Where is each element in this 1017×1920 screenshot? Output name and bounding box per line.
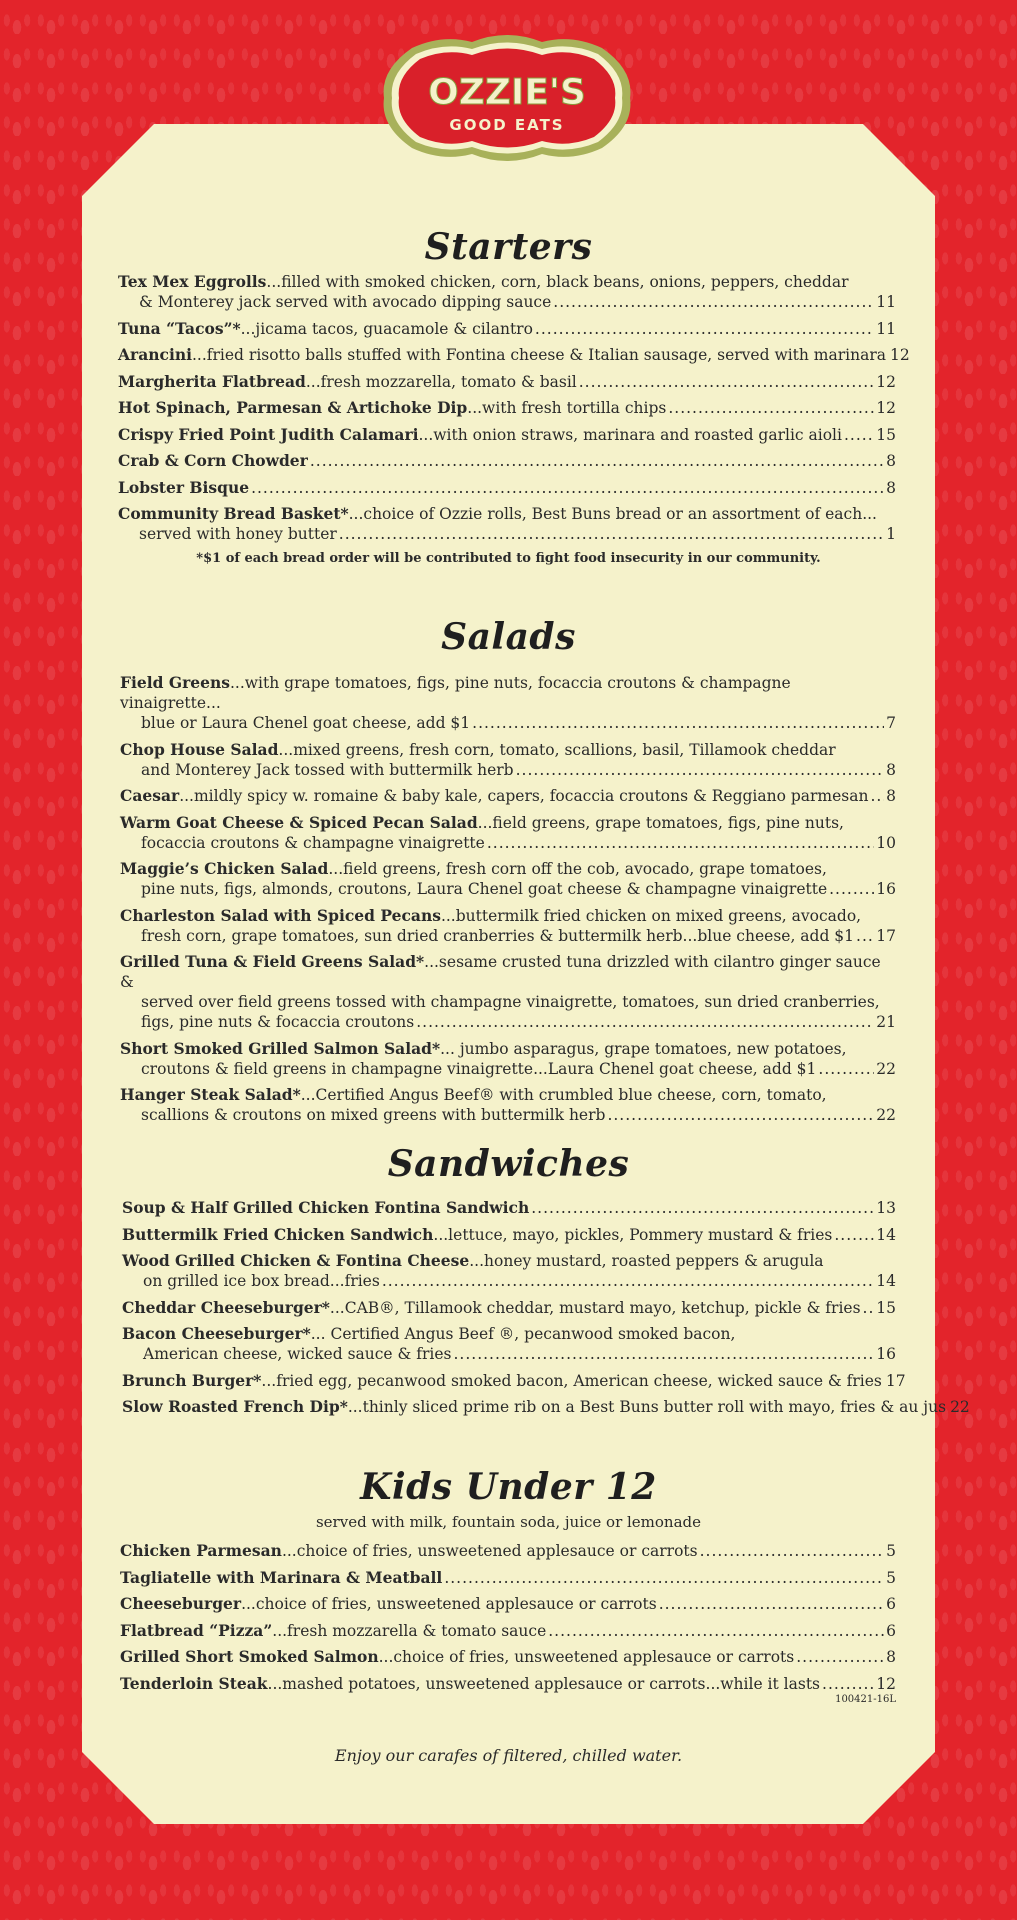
menu-item [120, 673, 896, 733]
menu-item-text [143, 1271, 380, 1291]
dot-leader [531, 1198, 874, 1218]
menu-item-name: Lobster Bisque [118, 477, 250, 497]
menu-item-first-line [118, 504, 896, 524]
menu-item-name: Hot Spinach, Parmesan & Artichoke Dip [118, 398, 468, 417]
menu-item-text [141, 926, 854, 946]
menu-item-name: Hanger Steak Salad* [120, 1085, 301, 1104]
logo-name: OZZIE'S [428, 72, 586, 113]
menu-item-price: 16 [876, 1345, 896, 1363]
kids-list [0, 1513, 1017, 1705]
menu-item-price: 10 [876, 833, 896, 852]
menu-item [120, 1647, 896, 1667]
menu-item-desc: scallions & croutons on mixed greens with buttermilk herb [141, 1106, 606, 1124]
menu-item-price: 15 [876, 1298, 896, 1317]
menu-item-first-line [120, 740, 896, 760]
menu-item-text [120, 1594, 657, 1614]
menu-item-price: 6 [886, 1595, 896, 1613]
menu-item-text [118, 451, 308, 471]
dot-leader [487, 833, 874, 853]
menu-item [122, 1298, 896, 1318]
kids-title: Kids Under 12 [360, 1466, 657, 1508]
menu-item-text [120, 1621, 546, 1641]
menu-item-desc-line: ... Certified Angus Beef ®, pecanwood smoked bacon, [310, 1325, 736, 1343]
menu-item-name: Tuna “Tacos”* [118, 318, 241, 338]
menu-item-text [122, 1371, 882, 1391]
menu-item [120, 740, 896, 780]
menu-item [120, 1085, 896, 1125]
menu-item-price: 14 [876, 1225, 896, 1244]
menu-item-desc: & Monterey jack served with avocado dipping sauce [139, 293, 552, 311]
menu-item [118, 345, 910, 365]
menu-item-text [118, 319, 533, 339]
menu-item-name: Caesar [120, 786, 180, 805]
menu-item-price: 12 [876, 399, 896, 417]
menu-item-name: Cheeseburger [120, 1594, 242, 1613]
menu-item-name: Flatbread “Pizza” [120, 1620, 273, 1640]
menu-item-text [118, 398, 666, 418]
menu-item-desc: ...jicama tacos, guacamole & cilantro [240, 319, 533, 338]
menu-item-price: 11 [876, 319, 896, 338]
menu-item-price: 8 [886, 787, 896, 805]
menu-item-text [122, 1298, 861, 1318]
dot-leader [863, 1298, 875, 1318]
menu-item-name: Tagliatelle with Marinara & Meatball [120, 1567, 443, 1587]
menu-item-first-line [120, 1039, 896, 1059]
menu-item-price: 8 [886, 452, 896, 470]
menu-item-text [120, 1568, 442, 1588]
menu-item-desc-line: ...mixed greens, fresh corn, tomato, scallions, basil, Tillamook cheddar [278, 740, 836, 759]
bread-note: *$1 of each bread order will be contributed to fight food insecurity in our community. [196, 550, 821, 566]
menu-item-text [120, 1647, 794, 1667]
logo-badge [372, 30, 642, 166]
menu-item [120, 1621, 896, 1641]
menu-item [120, 813, 896, 853]
menu-item-name: Maggie’s Chicken Salad [120, 859, 329, 878]
menu-item-price: 6 [886, 1621, 896, 1640]
menu-item-name: Margherita Flatbread [118, 371, 306, 391]
dot-leader [516, 760, 885, 780]
menu-item-price: 7 [886, 714, 896, 732]
dot-leader [444, 1568, 884, 1588]
dot-leader [668, 398, 874, 418]
menu-item-desc-line: ...honey mustard, roasted peppers & arugula [469, 1252, 824, 1270]
menu-item-name: Charleston Salad with Spiced Pecans [120, 905, 441, 925]
sandwiches-list [0, 1198, 1017, 1424]
menu-item [118, 272, 896, 312]
menu-item-price: 8 [886, 478, 896, 497]
menu-item-desc: ...choice of fries, unsweetened applesauce or carrots [378, 1648, 795, 1666]
menu-item [120, 1039, 896, 1079]
menu-item-price: 14 [876, 1272, 896, 1290]
menu-item-first-line [120, 906, 896, 926]
menu-item-price: 1 [886, 525, 896, 543]
menu-item-name: Chicken Parmesan [120, 1541, 282, 1560]
menu-item-desc: ...with onion straws, marinara and roasted garlic aioli [418, 425, 842, 444]
menu-item-desc: ...with fresh tortilla chips [467, 399, 667, 417]
menu-item-desc-line: ...Certified Angus Beef® with crumbled blue cheese, corn, tomato, [300, 1086, 827, 1104]
menu-item [118, 425, 896, 445]
menu-item [118, 372, 896, 392]
menu-item-price: 12 [876, 372, 896, 391]
menu-item-price: 8 [886, 1648, 896, 1666]
salads-list [0, 673, 1017, 1132]
menu-item-desc: and Monterey Jack tossed with buttermilk herb [141, 760, 514, 779]
menu-item-text [122, 1397, 946, 1417]
menu-item-name: Chop House Salad [120, 739, 279, 759]
dot-leader [339, 524, 884, 544]
menu-item [120, 906, 896, 946]
menu-item-desc: on grilled ice box bread...fries [143, 1272, 380, 1290]
menu-item-desc: ...thinly sliced prime rib on a Best Buns butter roll with mayo, fries & au jus [347, 1398, 947, 1416]
menu-item-text [141, 1059, 816, 1079]
dot-leader [454, 1344, 875, 1364]
dot-leader [659, 1594, 884, 1614]
menu-item-desc: figs, pine nuts & focaccia croutons [141, 1013, 415, 1031]
ozzies-logo [372, 30, 642, 166]
menu-item-text [141, 833, 485, 853]
menu-item-name: Field Greens [120, 673, 230, 692]
menu-item-desc-line: ...field greens, fresh corn off the cob, avocado, grape tomatoes, [328, 860, 827, 878]
menu-item-text [118, 478, 249, 498]
menu-item-desc: ...mashed potatoes, unsweetened applesauce or carrots...while it lasts [267, 1674, 821, 1693]
menu-item-first-line [120, 859, 896, 879]
logo-tagline: GOOD EATS [449, 116, 565, 134]
dot-leader [535, 319, 874, 339]
menu-item-name: Tenderloin Steak [120, 1673, 268, 1693]
menu-item-price: 17 [876, 926, 896, 945]
menu-item-text [118, 372, 577, 392]
menu-item-text [118, 345, 886, 365]
menu-item-price: 8 [886, 760, 896, 779]
menu-item-text [118, 425, 842, 445]
menu-item-price: 12 [889, 346, 910, 364]
menu-item [122, 1225, 896, 1245]
menu-item-name: Crispy Fried Point Judith Calamari [118, 424, 419, 444]
menu-item-desc: ...mildly spicy w. romaine & baby kale, capers, focaccia croutons & Reggiano parmesan [179, 787, 869, 805]
dot-leader [548, 1621, 884, 1641]
menu-item-name: Buttermilk Fried Chicken Sandwich [122, 1224, 434, 1244]
menu-item [120, 952, 896, 1032]
starters-title: Starters [424, 226, 593, 268]
dot-leader [579, 372, 875, 392]
dot-leader [834, 1225, 874, 1245]
menu-item-desc-line: ...buttermilk fried chicken on mixed greens, avocado, [440, 906, 862, 925]
menu-code: 100421-16L [835, 1694, 896, 1705]
menu-item [120, 1674, 896, 1694]
menu-item-price: 16 [876, 880, 896, 898]
menu-item-first-line [120, 673, 896, 713]
menu-item [118, 319, 896, 339]
menu-item-text [120, 1674, 820, 1694]
menu-item-name: Community Bread Basket* [118, 504, 349, 523]
menu-item-name: Tex Mex Eggrolls [118, 272, 267, 291]
menu-item [118, 451, 896, 471]
menu-item-desc: croutons & field greens in champagne vinaigrette...Laura Chenel goat cheese, add $1 [141, 1059, 817, 1078]
menu-item [122, 1324, 896, 1364]
menu-item-price: 13 [876, 1199, 896, 1217]
menu-item-text [120, 1541, 698, 1561]
menu-item-name: Slow Roasted French Dip* [122, 1397, 348, 1416]
menu-item-desc: served with honey butter [139, 525, 337, 543]
sandwiches-title: Sandwiches [387, 1143, 630, 1185]
dot-leader [472, 713, 884, 733]
menu-item [120, 1594, 896, 1614]
dot-leader [844, 425, 874, 445]
menu-item-desc: ...CAB®, Tillamook cheddar, mustard mayo, ketchup, pickle & fries [329, 1298, 861, 1317]
menu-item-text [122, 1225, 832, 1245]
menu-item-desc: ...choice of fries, unsweetened applesauce or carrots [241, 1595, 657, 1613]
menu-item-desc: ...lettuce, mayo, pickles, Pommery mustard & fries [433, 1225, 833, 1244]
menu-item-desc: ...fried egg, pecanwood smoked bacon, American cheese, wicked sauce & fries [261, 1371, 882, 1390]
menu-item-desc: focaccia croutons & champagne vinaigrette [141, 833, 485, 852]
menu-item-desc: American cheese, wicked sauce & fries [143, 1345, 452, 1363]
menu-item-text [139, 524, 337, 544]
dot-leader [700, 1541, 885, 1561]
menu-item-first-line [122, 1324, 896, 1344]
menu-item-price: 12 [876, 1674, 896, 1693]
starters-list [0, 272, 1017, 566]
dot-leader [607, 1105, 874, 1125]
menu-item-name: Grilled Tuna & Field Greens Salad* [120, 952, 425, 971]
menu-item-price: 22 [876, 1106, 896, 1124]
menu-item-desc: ...fresh mozzarella, tomato & basil [305, 372, 577, 391]
footer-note: Enjoy our carafes of filtered, chilled water. [334, 1746, 683, 1765]
menu-item-price: 11 [876, 293, 896, 311]
menu-item-name: Bacon Cheeseburger* [122, 1324, 311, 1343]
menu-item [120, 1541, 896, 1561]
menu-item-price: 5 [886, 1568, 896, 1587]
menu-item-price: 17 [885, 1371, 906, 1390]
menu-item-price: 5 [886, 1542, 896, 1560]
kids-subtitle: served with milk, fountain soda, juice or lemonade [315, 1513, 702, 1531]
menu-item-name: Cheddar Cheeseburger* [122, 1297, 330, 1317]
menu-item [122, 1370, 906, 1391]
menu-item [120, 786, 896, 806]
menu-item-desc: fresh corn, grape tomatoes, sun dried cranberries & buttermilk herb...blue cheese, add $1 [141, 926, 855, 945]
menu-item-first-line [120, 813, 896, 833]
menu-item-desc-line: ...sesame crusted tuna drizzled with cilantro ginger sauce & [120, 953, 881, 991]
menu-item-text [122, 1198, 529, 1218]
menu-item-desc: ...choice of fries, unsweetened applesauce or carrots [281, 1542, 698, 1560]
menu-item-first-line [120, 1085, 896, 1105]
menu-item-text [139, 292, 551, 312]
menu-item [122, 1397, 970, 1417]
dot-leader [818, 1059, 874, 1079]
menu-item [122, 1198, 896, 1218]
menu-item-desc: blue or Laura Chenel goat cheese, add $1 [141, 714, 471, 732]
menu-item-price: 21 [876, 1013, 896, 1031]
menu-item-name: Soup & Half Grilled Chicken Fontina Sandwich [122, 1198, 530, 1217]
dot-leader [553, 292, 874, 312]
menu-item-text [141, 1012, 414, 1032]
menu-item-desc-line: ...filled with smoked chicken, corn, black beans, onions, peppers, cheddar [266, 273, 849, 291]
menu-item-desc-line: ...choice of Ozzie rolls, Best Buns bread or an assortment of each... [348, 505, 877, 523]
menu-item-text [141, 1105, 605, 1125]
menu-item-text [141, 713, 470, 733]
menu-item-text [141, 760, 514, 780]
menu-item-desc: ...fried risotto balls stuffed with Fontina cheese & Italian sausage, served with marinara [192, 346, 886, 364]
menu-item-name: Crab & Corn Chowder [118, 451, 308, 470]
menu-item [120, 859, 896, 899]
menu-item-text [141, 879, 827, 899]
menu-item-desc-line: ...with grape tomatoes, figs, pine nuts, focaccia croutons & champagne vinaigrette... [120, 674, 791, 712]
dot-leader [382, 1271, 874, 1291]
dot-leader [829, 879, 874, 899]
menu-item-name: Brunch Burger* [122, 1370, 262, 1390]
menu-item-desc-line: ... jumbo asparagus, grape tomatoes, new potatoes, [440, 1039, 847, 1058]
menu-item-desc: pine nuts, figs, almonds, croutons, Laura Chenel goat cheese & champagne vinaigrette [141, 880, 828, 898]
menu-item-name: Arancini [118, 345, 192, 364]
menu-item-name: Short Smoked Grilled Salmon Salad* [120, 1038, 441, 1058]
menu-item-desc-line: ...field greens, grape tomatoes, figs, pine nuts, [477, 813, 844, 832]
menu-item-first-line [118, 272, 896, 292]
menu-item-desc: ...fresh mozzarella & tomato sauce [272, 1621, 547, 1640]
menu-item [118, 398, 896, 418]
menu-item-first-line [120, 952, 896, 992]
dot-leader [822, 1674, 874, 1694]
menu-item [118, 478, 896, 498]
menu-item [120, 1568, 896, 1588]
menu-item-desc-line: served over field greens tossed with champagne vinaigrette, tomatoes, sun dried cranberries, [141, 993, 880, 1011]
dot-leader [870, 786, 884, 806]
dot-leader [416, 1012, 874, 1032]
dot-leader [796, 1647, 884, 1667]
menu-item-text [120, 786, 868, 806]
salads-title: Salads [441, 616, 576, 658]
menu-item-price: 22 [876, 1059, 896, 1078]
dot-leader [856, 926, 874, 946]
menu-item-first-line [122, 1251, 896, 1271]
menu-item-name: Wood Grilled Chicken & Fontina Cheese [122, 1251, 470, 1270]
menu-item [118, 504, 896, 544]
menu-item-name: Warm Goat Cheese & Spiced Pecan Salad [120, 812, 478, 832]
menu-item-text [143, 1344, 452, 1364]
menu-item-name: Grilled Short Smoked Salmon [120, 1647, 379, 1666]
menu-item-price: 22 [950, 1398, 970, 1416]
dot-leader [310, 451, 884, 471]
dot-leader [251, 478, 884, 498]
menu-item-price: 15 [876, 425, 896, 444]
menu-item [122, 1251, 896, 1291]
